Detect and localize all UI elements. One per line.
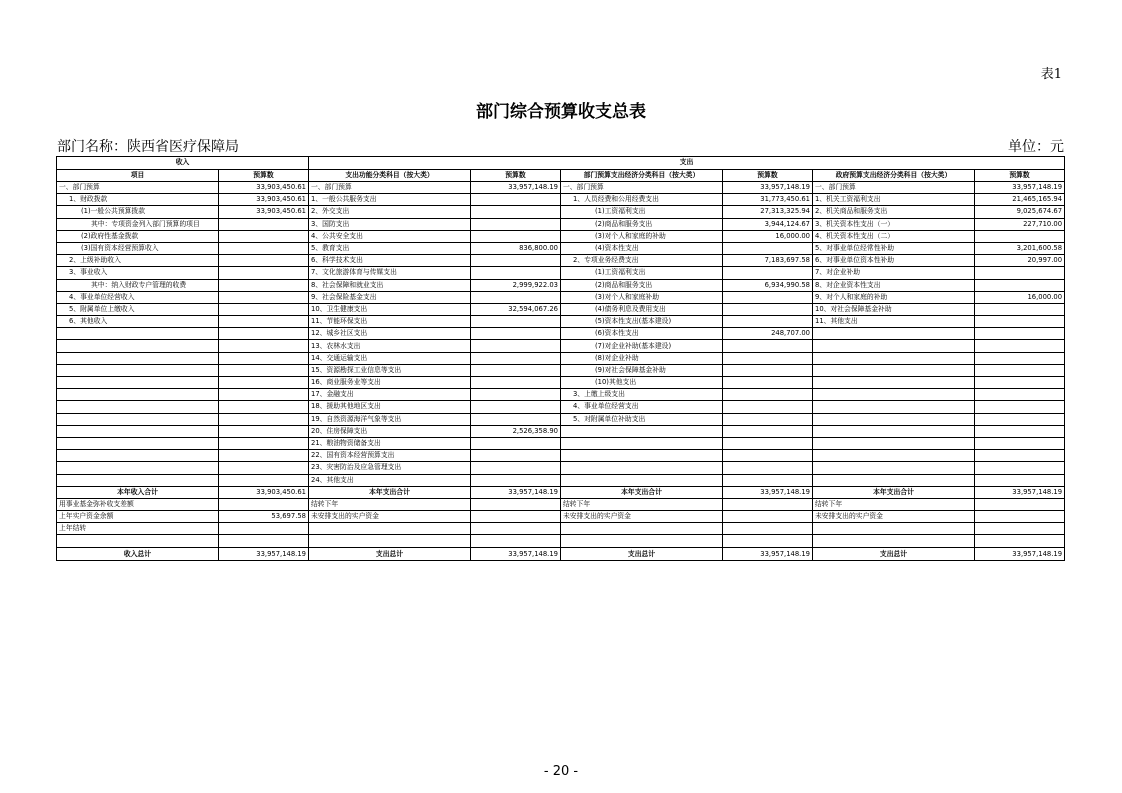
gov-econ-item-cell bbox=[813, 328, 975, 340]
income-budget-cell bbox=[219, 401, 309, 413]
func-item-cell: 4、公共安全支出 bbox=[309, 230, 471, 242]
gov-econ-item-cell: 7、对企业补助 bbox=[813, 267, 975, 279]
unarranged-funds-label: 未安排支出的实户资金 bbox=[813, 511, 975, 523]
income-budget-cell bbox=[219, 255, 309, 267]
table-row bbox=[57, 340, 1065, 352]
gov-econ-budget-cell bbox=[975, 267, 1065, 279]
fund-gap-label: 用事业基金弥补收支差额 bbox=[57, 498, 219, 510]
gov-econ-item-cell: 1、机关工资福利支出 bbox=[813, 194, 975, 206]
income-budget-cell bbox=[219, 450, 309, 462]
func-item-cell: 16、商业服务业等支出 bbox=[309, 377, 471, 389]
income-budget-cell bbox=[219, 328, 309, 340]
func-budget-cell: 836,800.00 bbox=[471, 242, 561, 254]
income-item-cell bbox=[57, 413, 219, 425]
gov-econ-item-cell bbox=[813, 401, 975, 413]
income-budget-cell bbox=[219, 462, 309, 474]
dept-econ-item-cell: 3、上缴上级支出 bbox=[561, 389, 723, 401]
page-number: - 20 - bbox=[543, 764, 579, 779]
income-item-cell: 1、财政拨款 bbox=[57, 194, 219, 206]
dept-econ-item-cell: (8)对企业补助 bbox=[561, 352, 723, 364]
dept-econ-budget-cell bbox=[723, 377, 813, 389]
table-row bbox=[57, 218, 1065, 230]
func-item-cell: 13、农林水支出 bbox=[309, 340, 471, 352]
last-year-balance-label: 上年实户资金余额 bbox=[57, 511, 219, 523]
dept-econ-item-cell bbox=[561, 425, 723, 437]
budget-summary-table bbox=[56, 156, 1065, 561]
dept-econ-budget-cell: 6,934,990.58 bbox=[723, 279, 813, 291]
dept-econ-budget-cell bbox=[723, 242, 813, 254]
income-budget-cell: 33,903,450.61 bbox=[219, 182, 309, 194]
income-budget-cell bbox=[219, 267, 309, 279]
table-row bbox=[57, 437, 1065, 449]
dept-econ-item-cell: (5)资本性支出(基本建设) bbox=[561, 316, 723, 328]
income-budget-cell bbox=[219, 340, 309, 352]
func-item-cell: 15、资源勘探工业信息等支出 bbox=[309, 364, 471, 376]
income-budget-cell bbox=[219, 425, 309, 437]
table-row bbox=[57, 462, 1065, 474]
year-expense-dept-total: 33,957,148.19 bbox=[723, 486, 813, 498]
grand-expense-dept-total: 33,957,148.19 bbox=[723, 548, 813, 560]
table-row bbox=[57, 255, 1065, 267]
dept-econ-budget-cell bbox=[723, 401, 813, 413]
table-row bbox=[57, 230, 1065, 242]
func-budget-cell bbox=[471, 291, 561, 303]
gov-econ-budget-cell: 227,710.00 bbox=[975, 218, 1065, 230]
dept-econ-budget-cell: 248,707.00 bbox=[723, 328, 813, 340]
func-item-cell: 14、交通运输支出 bbox=[309, 352, 471, 364]
dept-econ-budget-cell bbox=[723, 352, 813, 364]
year-expense-total-label: 本年支出合计 bbox=[813, 486, 975, 498]
func-budget-cell bbox=[471, 194, 561, 206]
last-year-carry-label: 上年结转 bbox=[57, 523, 219, 535]
gov-econ-budget-cell: 9,025,674.67 bbox=[975, 206, 1065, 218]
table-row bbox=[57, 194, 1065, 206]
grand-expense-gov-total: 33,957,148.19 bbox=[975, 548, 1065, 560]
income-budget-cell bbox=[219, 377, 309, 389]
income-budget-cell bbox=[219, 316, 309, 328]
income-budget-cell bbox=[219, 437, 309, 449]
func-item-cell: 21、粮油物资储备支出 bbox=[309, 437, 471, 449]
table-row bbox=[57, 352, 1065, 364]
year-expense-func-total: 33,957,148.19 bbox=[471, 486, 561, 498]
dept-econ-item-cell: (4)资本性支出 bbox=[561, 242, 723, 254]
year-income-total: 33,903,450.61 bbox=[219, 486, 309, 498]
table-row bbox=[57, 279, 1065, 291]
grand-expense-func-total: 33,957,148.19 bbox=[471, 548, 561, 560]
dept-econ-item-cell: (2)商品和服务支出 bbox=[561, 279, 723, 291]
dept-econ-budget-cell: 33,957,148.19 bbox=[723, 182, 813, 194]
func-budget-cell: 2,999,922.03 bbox=[471, 279, 561, 291]
dept-econ-budget-cell: 7,183,697.58 bbox=[723, 255, 813, 267]
income-item-cell bbox=[57, 437, 219, 449]
gov-econ-budget-cell bbox=[975, 401, 1065, 413]
gov-econ-item-cell: 6、对事业单位资本性补助 bbox=[813, 255, 975, 267]
income-item-cell: 其中：纳入财政专户管理的收费 bbox=[57, 279, 219, 291]
gov-econ-budget-cell: 20,997.00 bbox=[975, 255, 1065, 267]
grand-income-total: 33,957,148.19 bbox=[219, 548, 309, 560]
gov-econ-budget-cell bbox=[975, 352, 1065, 364]
gov-econ-item-cell bbox=[813, 377, 975, 389]
func-budget-cell bbox=[471, 389, 561, 401]
gov-econ-item-cell bbox=[813, 450, 975, 462]
dept-econ-item-cell: (1)工资福利支出 bbox=[561, 206, 723, 218]
dept-econ-budget-cell bbox=[723, 462, 813, 474]
func-budget-cell bbox=[471, 377, 561, 389]
func-item-cell: 3、国防支出 bbox=[309, 218, 471, 230]
func-budget-cell bbox=[471, 267, 561, 279]
func-budget-cell bbox=[471, 474, 561, 486]
income-item-cell bbox=[57, 462, 219, 474]
func-item-cell: 24、其他支出 bbox=[309, 474, 471, 486]
dept-econ-budget-cell bbox=[723, 413, 813, 425]
gov-econ-item-cell: 10、对社会保障基金补助 bbox=[813, 303, 975, 315]
gov-econ-item-cell bbox=[813, 364, 975, 376]
func-budget-cell bbox=[471, 401, 561, 413]
dept-econ-item-cell: (2)商品和服务支出 bbox=[561, 218, 723, 230]
income-budget-cell bbox=[219, 218, 309, 230]
income-budget-cell: 33,903,450.61 bbox=[219, 206, 309, 218]
dept-econ-item-cell: (3)对个人和家庭补助 bbox=[561, 291, 723, 303]
income-budget-cell bbox=[219, 352, 309, 364]
dept-econ-item-cell: (10)其他支出 bbox=[561, 377, 723, 389]
gov-econ-item-cell: 5、对事业单位经常性补助 bbox=[813, 242, 975, 254]
dept-econ-item-cell: (4)债务利息及费用支出 bbox=[561, 303, 723, 315]
gov-econ-item-cell bbox=[813, 425, 975, 437]
table-row bbox=[57, 425, 1065, 437]
gov-econ-budget-cell bbox=[975, 303, 1065, 315]
gov-econ-item-cell bbox=[813, 352, 975, 364]
func-item-cell: 17、金融支出 bbox=[309, 389, 471, 401]
gov-econ-class-header: 政府预算支出经济分类科目（按大类） bbox=[813, 169, 975, 182]
dept-econ-item-cell: (9)对社会保障基金补助 bbox=[561, 364, 723, 376]
func-item-cell: 6、科学技术支出 bbox=[309, 255, 471, 267]
func-item-cell: 23、灾害防治及应急管理支出 bbox=[309, 462, 471, 474]
gov-econ-budget-cell bbox=[975, 462, 1065, 474]
income-budget-cell bbox=[219, 242, 309, 254]
income-item-cell bbox=[57, 328, 219, 340]
func-item-cell: 8、社会保障和就业支出 bbox=[309, 279, 471, 291]
budget-header: 预算数 bbox=[219, 169, 309, 182]
carry-forward-label: 结转下年 bbox=[561, 498, 723, 510]
func-budget-cell bbox=[471, 462, 561, 474]
func-item-cell: 12、城乡社区支出 bbox=[309, 328, 471, 340]
income-item-cell: 4、事业单位经营收入 bbox=[57, 291, 219, 303]
income-item-cell: 一、部门预算 bbox=[57, 182, 219, 194]
grand-income-label: 收入总计 bbox=[57, 548, 219, 560]
grand-expense-label: 支出总计 bbox=[813, 548, 975, 560]
gov-econ-item-cell bbox=[813, 413, 975, 425]
income-budget-cell bbox=[219, 303, 309, 315]
gov-econ-budget-cell bbox=[975, 328, 1065, 340]
budget-header: 预算数 bbox=[975, 169, 1065, 182]
gov-econ-item-cell bbox=[813, 474, 975, 486]
income-item-cell bbox=[57, 425, 219, 437]
table-body bbox=[57, 182, 1065, 487]
func-budget-cell bbox=[471, 328, 561, 340]
year-expense-gov-total: 33,957,148.19 bbox=[975, 486, 1065, 498]
func-item-cell: 1、一般公共服务支出 bbox=[309, 194, 471, 206]
dept-econ-budget-cell bbox=[723, 303, 813, 315]
gov-econ-budget-cell bbox=[975, 316, 1065, 328]
carry-forward-label: 结转下年 bbox=[813, 498, 975, 510]
gov-econ-item-cell: 2、机关商品和服务支出 bbox=[813, 206, 975, 218]
gov-econ-budget-cell bbox=[975, 340, 1065, 352]
income-item-cell bbox=[57, 401, 219, 413]
table-row bbox=[57, 401, 1065, 413]
table-row bbox=[57, 364, 1065, 376]
item-header: 项目 bbox=[57, 169, 219, 182]
income-item-cell bbox=[57, 364, 219, 376]
gov-econ-item-cell: 11、其他支出 bbox=[813, 316, 975, 328]
func-item-cell: 18、援助其他地区支出 bbox=[309, 401, 471, 413]
func-budget-cell bbox=[471, 413, 561, 425]
last-year-balance: 53,697.58 bbox=[219, 511, 309, 523]
unit-label: 单位：元 bbox=[1008, 139, 1064, 155]
dept-econ-budget-cell: 3,944,124.67 bbox=[723, 218, 813, 230]
table-row bbox=[57, 328, 1065, 340]
func-item-cell: 19、自然资源海洋气象等支出 bbox=[309, 413, 471, 425]
func-item-cell: 10、卫生健康支出 bbox=[309, 303, 471, 315]
gov-econ-item-cell bbox=[813, 389, 975, 401]
income-item-cell bbox=[57, 389, 219, 401]
gov-econ-item-cell: 8、对企业资本性支出 bbox=[813, 279, 975, 291]
dept-econ-item-cell bbox=[561, 474, 723, 486]
func-budget-cell bbox=[471, 230, 561, 242]
table-row bbox=[57, 242, 1065, 254]
income-budget-cell bbox=[219, 279, 309, 291]
dept-econ-item-cell bbox=[561, 437, 723, 449]
func-budget-cell bbox=[471, 340, 561, 352]
dept-econ-item-cell: 4、事业单位经营支出 bbox=[561, 401, 723, 413]
func-item-cell: 7、文化旅游体育与传媒支出 bbox=[309, 267, 471, 279]
income-item-cell bbox=[57, 474, 219, 486]
table-row bbox=[57, 377, 1065, 389]
table-row bbox=[57, 389, 1065, 401]
func-budget-cell bbox=[471, 437, 561, 449]
income-item-cell: 5、附属单位上缴收入 bbox=[57, 303, 219, 315]
dept-econ-item-cell: 一、部门预算 bbox=[561, 182, 723, 194]
table-row bbox=[57, 474, 1065, 486]
income-item-cell: 2、上级补助收入 bbox=[57, 255, 219, 267]
year-income-total-label: 本年收入合计 bbox=[57, 486, 219, 498]
dept-econ-item-cell: (1)工资福利支出 bbox=[561, 267, 723, 279]
unarranged-funds-label: 未安排支出的实户资金 bbox=[309, 511, 471, 523]
table-row bbox=[57, 182, 1065, 194]
func-item-cell: 11、节能环保支出 bbox=[309, 316, 471, 328]
func-budget-cell bbox=[471, 450, 561, 462]
func-budget-cell bbox=[471, 316, 561, 328]
dept-econ-budget-cell bbox=[723, 291, 813, 303]
table-row bbox=[57, 303, 1065, 315]
func-budget-cell bbox=[471, 364, 561, 376]
income-item-cell bbox=[57, 377, 219, 389]
func-item-cell: 5、教育支出 bbox=[309, 242, 471, 254]
func-budget-cell: 32,594,067.26 bbox=[471, 303, 561, 315]
income-budget-cell: 33,903,450.61 bbox=[219, 194, 309, 206]
dept-econ-budget-cell bbox=[723, 425, 813, 437]
dept-econ-budget-cell bbox=[723, 389, 813, 401]
dept-econ-item-cell: (7)对企业补助(基本建设) bbox=[561, 340, 723, 352]
gov-econ-budget-cell: 16,000.00 bbox=[975, 291, 1065, 303]
carry-forward-label: 结转下年 bbox=[309, 498, 471, 510]
func-budget-cell bbox=[471, 218, 561, 230]
income-item-cell: (3)国有资本经营预算收入 bbox=[57, 242, 219, 254]
grand-expense-label: 支出总计 bbox=[561, 548, 723, 560]
income-budget-cell bbox=[219, 230, 309, 242]
func-budget-cell bbox=[471, 206, 561, 218]
gov-econ-item-cell: 一、部门预算 bbox=[813, 182, 975, 194]
unarranged-funds-label: 未安排支出的实户资金 bbox=[561, 511, 723, 523]
dept-econ-item-cell: (3)对个人和家庭的补助 bbox=[561, 230, 723, 242]
income-item-cell: 6、其他收入 bbox=[57, 316, 219, 328]
gov-econ-item-cell: 9、对个人和家庭的补助 bbox=[813, 291, 975, 303]
gov-econ-item-cell: 3、机关资本性支出（一） bbox=[813, 218, 975, 230]
func-budget-cell: 33,957,148.19 bbox=[471, 182, 561, 194]
table-id: 表1 bbox=[1040, 67, 1062, 82]
func-item-cell: 20、住房保障支出 bbox=[309, 425, 471, 437]
gov-econ-budget-cell bbox=[975, 413, 1065, 425]
income-item-cell bbox=[57, 352, 219, 364]
func-item-cell: 2、外交支出 bbox=[309, 206, 471, 218]
func-budget-cell bbox=[471, 352, 561, 364]
func-class-header: 支出功能分类科目（按大类） bbox=[309, 169, 471, 182]
gov-econ-item-cell bbox=[813, 437, 975, 449]
income-item-cell: 3、事业收入 bbox=[57, 267, 219, 279]
dept-econ-item-cell: 2、专项业务经费支出 bbox=[561, 255, 723, 267]
income-header: 收入 bbox=[57, 157, 309, 170]
income-item-cell bbox=[57, 450, 219, 462]
grand-expense-label: 支出总计 bbox=[309, 548, 471, 560]
dept-econ-class-header: 部门预算支出经济分类科目（按大类） bbox=[561, 169, 723, 182]
budget-header: 预算数 bbox=[723, 169, 813, 182]
gov-econ-budget-cell: 21,465,165.94 bbox=[975, 194, 1065, 206]
income-budget-cell bbox=[219, 389, 309, 401]
gov-econ-budget-cell bbox=[975, 279, 1065, 291]
dept-econ-budget-cell: 16,000.00 bbox=[723, 230, 813, 242]
income-budget-cell bbox=[219, 413, 309, 425]
gov-econ-budget-cell bbox=[975, 364, 1065, 376]
gov-econ-item-cell: 4、机关资本性支出（二） bbox=[813, 230, 975, 242]
dept-econ-item-cell bbox=[561, 462, 723, 474]
gov-econ-budget-cell bbox=[975, 389, 1065, 401]
gov-econ-item-cell bbox=[813, 340, 975, 352]
department-name: 部门名称：陕西省医疗保障局 bbox=[57, 139, 239, 155]
gov-econ-budget-cell bbox=[975, 474, 1065, 486]
dept-econ-budget-cell bbox=[723, 316, 813, 328]
table-row bbox=[57, 316, 1065, 328]
dept-econ-budget-cell bbox=[723, 450, 813, 462]
dept-econ-budget-cell bbox=[723, 340, 813, 352]
income-item-cell: 其中：专项资金列入部门预算的项目 bbox=[57, 218, 219, 230]
dept-econ-budget-cell: 27,313,325.94 bbox=[723, 206, 813, 218]
income-item-cell bbox=[57, 340, 219, 352]
income-budget-cell bbox=[219, 474, 309, 486]
table-row bbox=[57, 450, 1065, 462]
gov-econ-item-cell bbox=[813, 462, 975, 474]
dept-econ-budget-cell bbox=[723, 437, 813, 449]
gov-econ-budget-cell bbox=[975, 437, 1065, 449]
gov-econ-budget-cell bbox=[975, 450, 1065, 462]
dept-econ-item-cell: 1、人员经费和公用经费支出 bbox=[561, 194, 723, 206]
income-budget-cell bbox=[219, 364, 309, 376]
dept-econ-item-cell: 5、对附属单位补助支出 bbox=[561, 413, 723, 425]
income-item-cell: (2)政府性基金拨款 bbox=[57, 230, 219, 242]
func-item-cell: 9、社会保险基金支出 bbox=[309, 291, 471, 303]
dept-econ-budget-cell bbox=[723, 474, 813, 486]
income-budget-cell bbox=[219, 291, 309, 303]
gov-econ-budget-cell bbox=[975, 425, 1065, 437]
table-row bbox=[57, 413, 1065, 425]
budget-header: 预算数 bbox=[471, 169, 561, 182]
dept-econ-budget-cell bbox=[723, 364, 813, 376]
func-item-cell: 一、部门预算 bbox=[309, 182, 471, 194]
func-budget-cell bbox=[471, 255, 561, 267]
page-title: 部门综合预算收支总表 bbox=[476, 102, 646, 122]
income-item-cell: (1)一般公共预算拨款 bbox=[57, 206, 219, 218]
table-row bbox=[57, 267, 1065, 279]
table-row bbox=[57, 206, 1065, 218]
year-expense-total-label: 本年支出合计 bbox=[309, 486, 471, 498]
year-expense-total-label: 本年支出合计 bbox=[561, 486, 723, 498]
gov-econ-budget-cell: 3,201,600.58 bbox=[975, 242, 1065, 254]
table-row bbox=[57, 291, 1065, 303]
gov-econ-budget-cell: 33,957,148.19 bbox=[975, 182, 1065, 194]
func-budget-cell: 2,526,358.90 bbox=[471, 425, 561, 437]
func-item-cell: 22、国有资本经营预算支出 bbox=[309, 450, 471, 462]
dept-econ-budget-cell: 31,773,450.61 bbox=[723, 194, 813, 206]
dept-econ-item-cell bbox=[561, 450, 723, 462]
gov-econ-budget-cell bbox=[975, 377, 1065, 389]
dept-econ-budget-cell bbox=[723, 267, 813, 279]
dept-econ-item-cell: (6)资本性支出 bbox=[561, 328, 723, 340]
expense-header: 支出 bbox=[309, 157, 1065, 170]
gov-econ-budget-cell bbox=[975, 230, 1065, 242]
